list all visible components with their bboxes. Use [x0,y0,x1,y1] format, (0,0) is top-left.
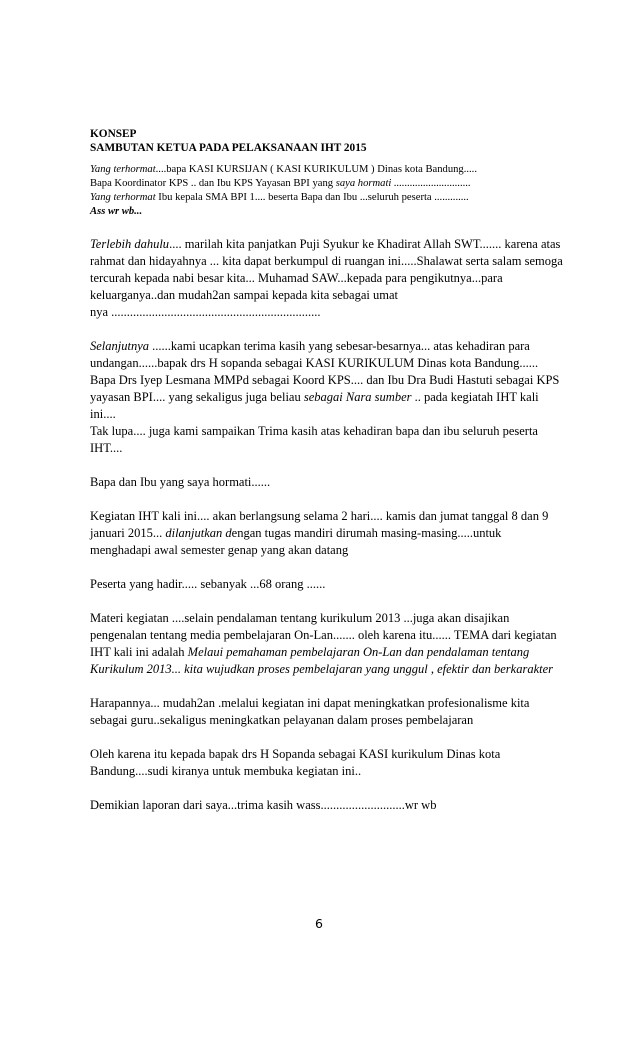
greeting-2-italic: saya hormati ............................. [335,178,471,189]
opening-text [90,236,565,304]
doc-heading-konsep: KONSEP [90,128,137,140]
thanks-italic-2: sebagai Nara sumber [303,390,412,404]
paragraph-thanks [90,338,565,457]
greeting-line-2 [90,177,565,191]
document-body [90,127,565,814]
greeting-3-italic: Yang terhormat [90,192,156,203]
thanks-body-a: ......kami ucapkan terima kasih yang sebesar-besarnya... atas kehadiran para undangan......bapak drs H sopanda sebagai KASI KURIKULUM Dinas kota Bandung...... Bapa Drs Iyep Lesmana MMPd sebagai Koord KPS.... dan Ibu Dra Budi Hastuti sebagai KPS yayasan BPI.... yang sekaligus juga beliau [90,339,560,404]
opening-end: nya ................................................................... [90,305,321,319]
paragraph-material [90,610,565,678]
paragraph-hope: Harapannya... mudah2an .melalui kegiatan ini dapat meningkatkan profesionalisme kita sebagai guru..sekaligus meningkatkan pelayanan dalam proses pembelajaran [90,696,530,727]
schedule-italic: dilanjutkan d [165,526,232,540]
thanks-body-b: .. pada kegiatah IHT kali ini.... [90,390,539,421]
paragraph-closing: Demikian laporan dari saya...trima kasih wass...........................wr wb [90,798,437,812]
greeting-1-italic: Yang terhormat [90,164,156,175]
greeting-1-text: ....bapa KASI KURSIJAN ( KASI KURIKULUM ) Dinas kota Bandung..... [155,164,477,175]
greeting-salam: Ass wr wb... [90,206,143,217]
opening-body: .... marilah kita panjatkan Puji Syukur ke Khadirat Allah SWT....... karena atas rahmat dan hidayahnya ... kita dapat berkumpul di ruangan ini.....Shalawat serta salam semoga tercurah kepada nabi besar kita... Muhamad SAW...kepada para pengikutnya...para keluarganya..dan mudah2an sampai kepada kita sebagai umat [90,237,563,302]
greeting-2-text: Bapa Koordinator KPS .. dan Ibu KPS Yayasan BPI yang [90,178,336,189]
greeting-line-4 [90,205,565,219]
greeting-3-text: Ibu kepala SMA BPI 1.... beserta Bapa dan Ibu ...seluruh peserta ............. [155,192,469,203]
paragraph-address: Bapa dan Ibu yang saya hormati...... [90,475,271,489]
greeting-line-3 [90,191,565,205]
material-text: Materi kegiatan ....selain pendalaman tentang kurikulum 2013 ...juga akan disajikan pengenalan tentang media pembelajaran On-Lan....... oleh karena itu...... TEMA dari kegiatan IHT kali ini adalah [90,611,557,659]
page-number: 6 [315,916,323,931]
greeting-line-1 [90,163,565,177]
paragraph-opening-request: Oleh karena itu kepada bapak drs H Sopanda sebagai KASI kurikulum Dinas kota Bandung....sudi kiranya untuk membuka kegiatan ini.. [90,747,501,778]
paragraph-opening [90,236,565,321]
thanks-participants: Tak lupa.... juga kami sampaikan Trima kasih atas kehadiran bapa dan ibu seluruh peserta IHT.... [90,424,538,455]
thanks-italic: Selanjutnya [90,339,150,353]
material-theme: Melaui pemahaman pembelajaran On-Lan dan pendalaman tentang Kurikulum 2013... kita wujudkan proses pembelajaran yang unggul , efektir dan berkarakter [90,645,554,676]
doc-heading-title: SAMBUTAN KETUA PADA PELAKSANAAN IHT 2015 [90,142,367,154]
thanks-text [90,338,565,423]
paragraph-schedule [90,508,565,559]
opening-italic: Terlebih dahulu [90,237,170,251]
paragraph-participants: Peserta yang hadir..... sebanyak ...68 orang ...... [90,577,326,591]
schedule-a: Kegiatan IHT kali ini.... akan berlangsung selama 2 hari.... kamis dan jumat tanggal 8 dan 9 januari 2015... [90,509,549,540]
schedule-b: engan tugas mandiri dirumah masing-masing.....untuk menghadapi awal semester genap yang akan datang [90,526,502,557]
